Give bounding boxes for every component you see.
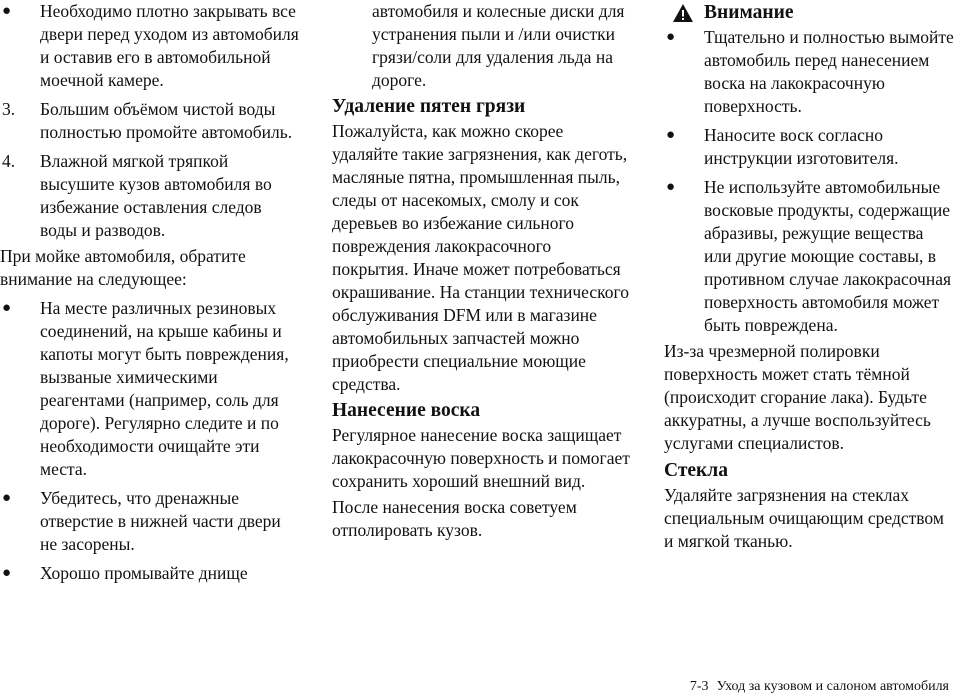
column-middle <box>332 0 632 542</box>
column-left <box>0 0 300 585</box>
list-item <box>0 0 300 92</box>
bullet-marker: ● <box>2 300 12 316</box>
warning-title: Внимание <box>704 2 794 23</box>
step-number: 3. <box>2 99 16 119</box>
list-item <box>664 26 955 118</box>
warning-header <box>664 0 955 26</box>
paragraph-polish-warning: Из-за чрезмерной полировки поверхность может стать тёмной (происходит сгорание лака). Будьте аккуратны, а лучше воспользуйтесь услугами специалистов. <box>664 341 931 453</box>
step-text: Влажной мягкой тряпкой высушите кузов автомобиля во избежание оставления следов воды и разводов. <box>40 151 272 240</box>
paragraph-polish: После нанесения воска советуем отполировать кузов. <box>332 497 577 540</box>
continuation-text: автомобиля и колесные диски для устранения пыли и /или очистки грязи/соли для удаления льда на дороге. <box>372 1 625 90</box>
bullet-text: На месте различных резиновых соединений, на крыше кабины и капоты могут быть повреждения, вызваные химическими реагентами (например, соль для дороге). Регулярно следите и по необходимости очищайте эти места. <box>40 298 289 479</box>
bullet-text: Не используйте автомобильные восковые продукты, содержащие абразивы, режущие вещества или другие моющие составы, в противном случае лакокрасочная поверхность автомобиля может быть повреждена. <box>704 177 952 335</box>
list-item <box>664 124 955 170</box>
step-text: Большим объёмом чистой воды полностью промойте автомобиль. <box>40 99 293 142</box>
chapter-title: Уход за кузовом и салоном автомобиля <box>716 679 949 694</box>
list-item <box>0 297 300 481</box>
warning-triangle-icon <box>672 3 694 23</box>
list-item <box>0 98 300 144</box>
list-item <box>0 562 300 585</box>
paragraph-intro: При мойке автомобиля, обратите внимание на следующее: <box>0 246 246 289</box>
bullet-text: Тщательно и полностью вымойте автомобиль перед нанесением воска на лакокрасочную поверхность. <box>704 27 954 116</box>
bullet-marker: ● <box>2 490 12 506</box>
column-right <box>664 0 955 553</box>
page-footer <box>690 678 949 696</box>
bullet-marker: ● <box>2 3 12 19</box>
paragraph-glass: Удаляйте загрязнения на стеклах специальным очищающим средством и мягкой тканью. <box>664 485 944 551</box>
list-item <box>664 176 955 337</box>
bullet-marker: ● <box>666 179 676 195</box>
paragraph-stains: Пожалуйста, как можно скорее удаляйте такие загрязнения, как деготь, масляные пятна, промышленная пыль, следы от насекомых, смолу и сок деревьев во избежание сильного повреждения лакокрасочного покрытия. Иначе может потребоваться окрашивание. На станции технического обслуживания DFM или в магазине автомобильных запчастей можно приобрести специальние моющие средства. <box>332 121 629 394</box>
section-title-glass: Стекла <box>664 460 728 481</box>
section-title-wax: Нанесение воска <box>332 400 481 421</box>
page-number: 7-3 <box>689 679 709 694</box>
bullet-text: Наносите воск согласно инструкции изготовителя. <box>704 125 899 168</box>
bullet-text: Убедитесь, что дренажные отверстие в нижней части двери не засорены. <box>40 488 281 554</box>
bullet-text: Хорошо промывайте днище <box>40 563 248 583</box>
paragraph-wax: Регулярное нанесение воска защищает лакокрасочную поверхность и помогает сохранить хороший внешний вид. <box>332 425 630 491</box>
bullet-marker: ● <box>2 565 12 581</box>
bullet-marker: ● <box>666 127 676 143</box>
bullet-text: Необходимо плотно закрывать все двери перед уходом из автомобиля и оставив его в автомобильной моечной камере. <box>40 1 299 90</box>
bullet-marker: ● <box>666 29 676 45</box>
list-item <box>0 487 300 556</box>
section-title-stains: Удаление пятен грязи <box>332 96 526 117</box>
step-number: 4. <box>2 151 16 171</box>
list-item <box>0 150 300 242</box>
